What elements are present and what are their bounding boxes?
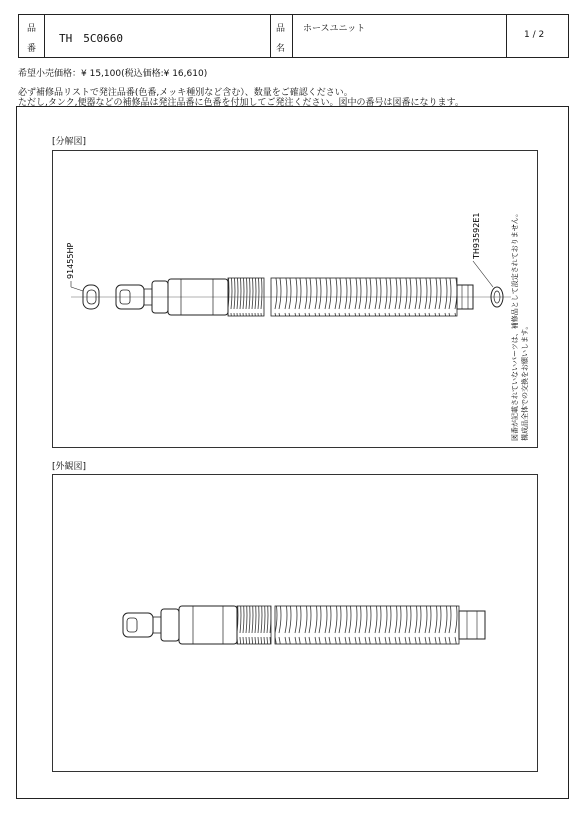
assembled-ribbed-section (237, 606, 271, 644)
name-label-top: 品 (276, 24, 286, 34)
part-no-label-top: 品 (27, 24, 37, 34)
name-label-bottom: 名 (276, 44, 286, 54)
part-no-cell (45, 15, 271, 57)
part-number: TH 5C0660 (59, 32, 123, 45)
side-note-2: 構成品全体での交換をお願いします。 (521, 322, 529, 441)
part-no-label-cell (19, 15, 45, 57)
note-line-2: ただし,タンク,便器などの補修品は発注品番に色番を付加してご発注ください。図中の番号は図番になります。 (18, 98, 464, 108)
assembled-nipple (123, 606, 237, 644)
product-name: ホースユニット (303, 24, 366, 34)
name-cell (293, 15, 507, 57)
part-label-right: TH93592E1 (472, 212, 481, 259)
side-note-1: 図番が記載されていないパーツは、補修品として設定されておりません。 (511, 209, 519, 441)
assembled-end-nut (459, 611, 485, 639)
page-cell (507, 15, 568, 57)
note-line-1: 必ず補修品リストで発注品番(色番,メッキ種別など含む）、数量をご確認ください。 (18, 88, 353, 98)
hose-ribbed-section (228, 278, 264, 316)
page-indicator: 1 / 2 (524, 30, 545, 40)
hose-body (271, 278, 457, 316)
exploded-view-title: [分解図] (52, 137, 87, 147)
part-label-left: 91455HP (66, 242, 75, 279)
part-no-label-bottom: 番 (27, 44, 37, 54)
header-table (18, 14, 569, 58)
external-view-box (52, 474, 538, 772)
name-label-cell (271, 15, 293, 57)
external-view-title: [外観図] (52, 462, 87, 472)
assembled-hose-body (275, 606, 459, 644)
price-text: 希望小売価格：¥ 15,100(税込価格:¥ 16,610) (18, 69, 208, 79)
exploded-drawing (53, 151, 537, 447)
external-drawing (53, 475, 537, 771)
exploded-view-box (52, 150, 538, 448)
